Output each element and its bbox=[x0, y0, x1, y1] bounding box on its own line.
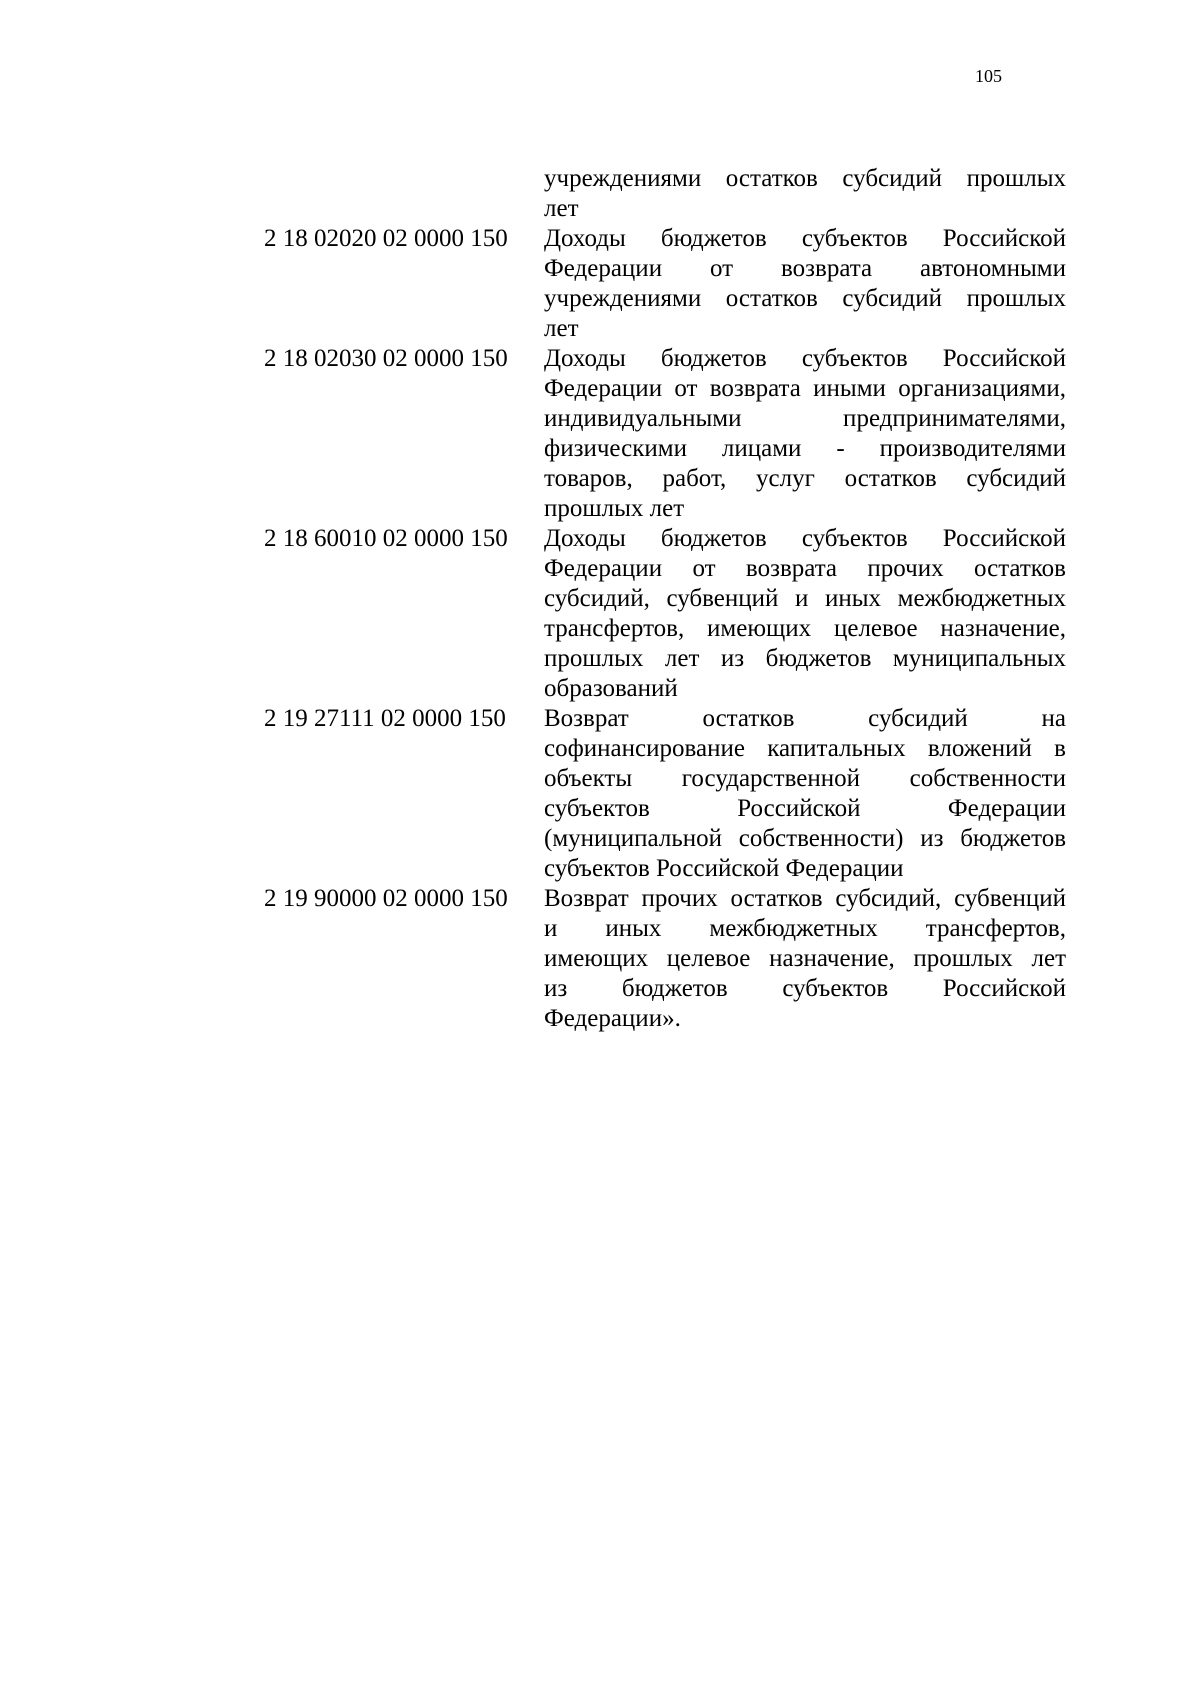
budget-codes-table bbox=[264, 164, 1068, 1034]
code-description bbox=[544, 224, 1066, 344]
description-line: Федерации от возврата иными организациями, bbox=[544, 375, 1066, 402]
budget-code: 2 19 90000 02 0000 150 bbox=[264, 885, 508, 912]
description-line: прошлых лет из бюджетов муниципальных bbox=[544, 645, 1066, 672]
page-number: 105 bbox=[975, 66, 1002, 86]
description-line: объекты государственной собственности bbox=[544, 765, 1066, 792]
description-line: физическими лицами - производителями bbox=[544, 435, 1066, 462]
table-row bbox=[264, 164, 1068, 224]
code-description bbox=[544, 344, 1066, 524]
description-line: Доходы бюджетов субъектов Российской bbox=[544, 525, 1066, 552]
code-description bbox=[544, 524, 1066, 704]
table-row bbox=[264, 524, 1068, 704]
description-line: учреждениями остатков субсидий прошлых bbox=[544, 165, 1066, 192]
description-line: и иных межбюджетных трансфертов, bbox=[544, 915, 1066, 942]
description-line: (муниципальной собственности) из бюджетов bbox=[544, 825, 1066, 852]
description-line: прошлых лет bbox=[544, 495, 685, 522]
description-line: Доходы бюджетов субъектов Российской bbox=[544, 345, 1066, 372]
budget-code bbox=[264, 164, 544, 224]
description-line: индивидуальными предпринимателями, bbox=[544, 405, 1066, 432]
description-line: субъектов Российской Федерации bbox=[544, 795, 1066, 822]
description-line: из бюджетов субъектов Российской bbox=[544, 975, 1066, 1002]
description-line: софинансирование капитальных вложений в bbox=[544, 735, 1066, 762]
budget-code: 2 19 27111 02 0000 150 bbox=[264, 705, 506, 732]
description-line: имеющих целевое назначение, прошлых лет bbox=[544, 945, 1066, 972]
description-line: учреждениями остатков субсидий прошлых bbox=[544, 285, 1066, 312]
description-line: Федерации». bbox=[544, 1005, 681, 1032]
description-line: Возврат остатков субсидий на bbox=[544, 705, 1066, 732]
table-row bbox=[264, 884, 1068, 1034]
description-line: субъектов Российской Федерации bbox=[544, 855, 904, 882]
description-line: Федерации от возврата автономными bbox=[544, 255, 1066, 282]
code-description bbox=[544, 884, 1066, 1034]
description-line: лет bbox=[544, 195, 579, 222]
budget-code: 2 18 02030 02 0000 150 bbox=[264, 345, 508, 372]
budget-code: 2 18 60010 02 0000 150 bbox=[264, 525, 508, 552]
budget-code: 2 18 02020 02 0000 150 bbox=[264, 225, 508, 252]
description-line: лет bbox=[544, 315, 579, 342]
description-line: образований bbox=[544, 675, 678, 702]
table-row bbox=[264, 224, 1068, 344]
description-line: субсидий, субвенций и иных межбюджетных bbox=[544, 585, 1066, 612]
description-line: Возврат прочих остатков субсидий, субвенций bbox=[544, 885, 1066, 912]
description-line: товаров, работ, услуг остатков субсидий bbox=[544, 465, 1066, 492]
code-description bbox=[544, 704, 1066, 884]
table-row bbox=[264, 704, 1068, 884]
description-line: трансфертов, имеющих целевое назначение, bbox=[544, 615, 1066, 642]
code-description bbox=[544, 164, 1066, 224]
description-line: Доходы бюджетов субъектов Российской bbox=[544, 225, 1066, 252]
description-line: Федерации от возврата прочих остатков bbox=[544, 555, 1066, 582]
table-row bbox=[264, 344, 1068, 524]
